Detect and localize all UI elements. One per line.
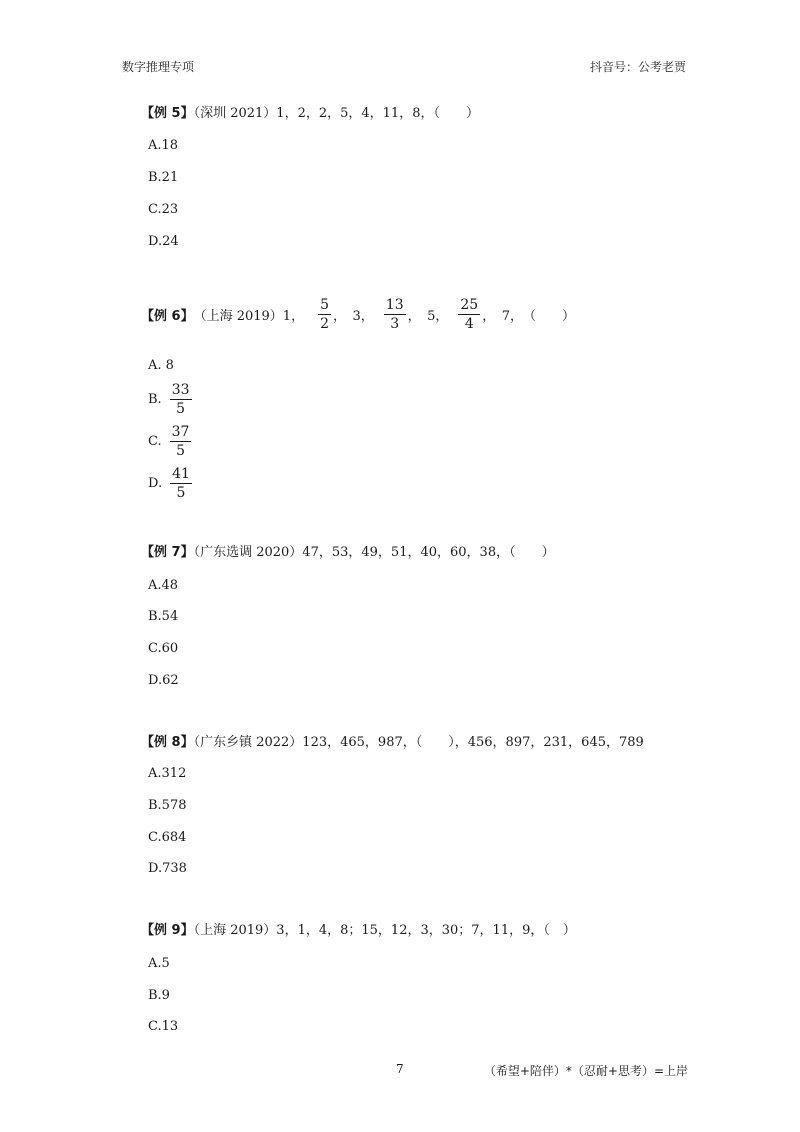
question-6-option-d-numerator: 41 — [170, 466, 192, 484]
question-6-option-c-label: C. — [148, 434, 162, 450]
question-6-fraction-1-numerator: 5 — [318, 297, 331, 315]
question-6-fraction-1-denominator: 2 — [320, 316, 329, 333]
page-number: 7 — [396, 1062, 404, 1076]
question-7-stem: （广东选调 2020）47，53，49，51，40，60，38，（ ） — [193, 545, 555, 560]
question-6-option-d-label: D. — [148, 476, 163, 492]
question-6-option-b-fraction — [170, 382, 192, 417]
question-9-tag: 【例 9】 — [141, 923, 194, 938]
question-6-option-b-label: B. — [148, 392, 162, 408]
question-6-option-b-numerator: 33 — [170, 382, 192, 400]
question-8-stem: （广东乡镇 2022）123，465，987，（ ），456，897，231，645，789 — [193, 735, 644, 750]
question-6-separator-1: ， 3， — [333, 309, 374, 325]
question-8-option-d: D.738 — [148, 861, 187, 876]
question-8-option-b: B.578 — [148, 798, 187, 813]
question-6-separator-2: ， 5， — [407, 309, 449, 325]
question-7-option-b: B.54 — [148, 609, 179, 624]
question-5-option-c: C.23 — [148, 202, 179, 217]
question-6-title — [141, 297, 575, 332]
question-5-stem: （深圳 2021）1，2，2，5，4，11，8，（ ） — [193, 106, 479, 121]
question-6-fraction-3-numerator: 25 — [458, 297, 480, 315]
footer-motto: （希望+陪伴）*（忍耐+思考）=上岸 — [483, 1064, 688, 1078]
question-5-option-d: D.24 — [148, 234, 179, 249]
question-8-option-c: C.684 — [148, 830, 187, 845]
question-9-option-c: C.13 — [148, 1019, 179, 1034]
question-8-option-a: A.312 — [148, 766, 187, 781]
question-9-option-b: B.9 — [148, 988, 170, 1003]
question-6-option-c-fraction — [170, 424, 192, 459]
question-8-title — [141, 733, 644, 753]
question-8-tag: 【例 8】 — [141, 735, 194, 750]
question-6-fraction-1 — [318, 297, 331, 332]
question-5-option-a: A.18 — [148, 138, 179, 153]
question-6-option-a: A. 8 — [148, 358, 174, 373]
question-6-tail: ， 7， （ ） — [482, 309, 575, 325]
question-5-option-b: B.21 — [148, 170, 179, 185]
question-6-option-b-denominator: 5 — [176, 401, 186, 418]
question-6-source: （上海 2019）1， — [193, 309, 305, 325]
question-6-option-d-fraction — [170, 466, 192, 501]
question-7-option-c: C.60 — [148, 641, 179, 656]
question-6-fraction-2 — [384, 297, 406, 332]
question-6-fraction-3-denominator: 4 — [464, 316, 474, 333]
header-account: 抖音号：公考老贾 — [589, 60, 686, 74]
question-6-option-b — [148, 382, 194, 417]
question-7-tag: 【例 7】 — [141, 545, 194, 560]
question-7-option-d: D.62 — [148, 673, 179, 688]
question-6-option-c-denominator: 5 — [176, 443, 185, 460]
question-6-option-d-denominator: 5 — [176, 485, 186, 502]
question-9-option-a: A.5 — [148, 956, 170, 971]
question-6-tag: 【例 6】 — [141, 309, 194, 325]
question-7-option-a: A.48 — [148, 578, 179, 593]
question-6-fraction-3 — [458, 297, 480, 332]
question-7-title — [141, 543, 555, 563]
question-9-title — [141, 921, 576, 941]
question-6-option-c-numerator: 37 — [170, 424, 192, 442]
question-6-fraction-2-numerator: 13 — [384, 297, 406, 315]
header-title: 数字推理专项 — [122, 60, 195, 74]
question-6-option-c — [148, 424, 193, 459]
question-5-title — [141, 104, 479, 124]
question-5-tag: 【例 5】 — [141, 106, 194, 121]
question-9-stem: （上海 2019）3，1，4，8；15，12，3，30；7，11，9，（ ） — [193, 923, 576, 938]
question-6-option-d — [148, 466, 194, 501]
question-6-fraction-2-denominator: 3 — [390, 316, 400, 333]
